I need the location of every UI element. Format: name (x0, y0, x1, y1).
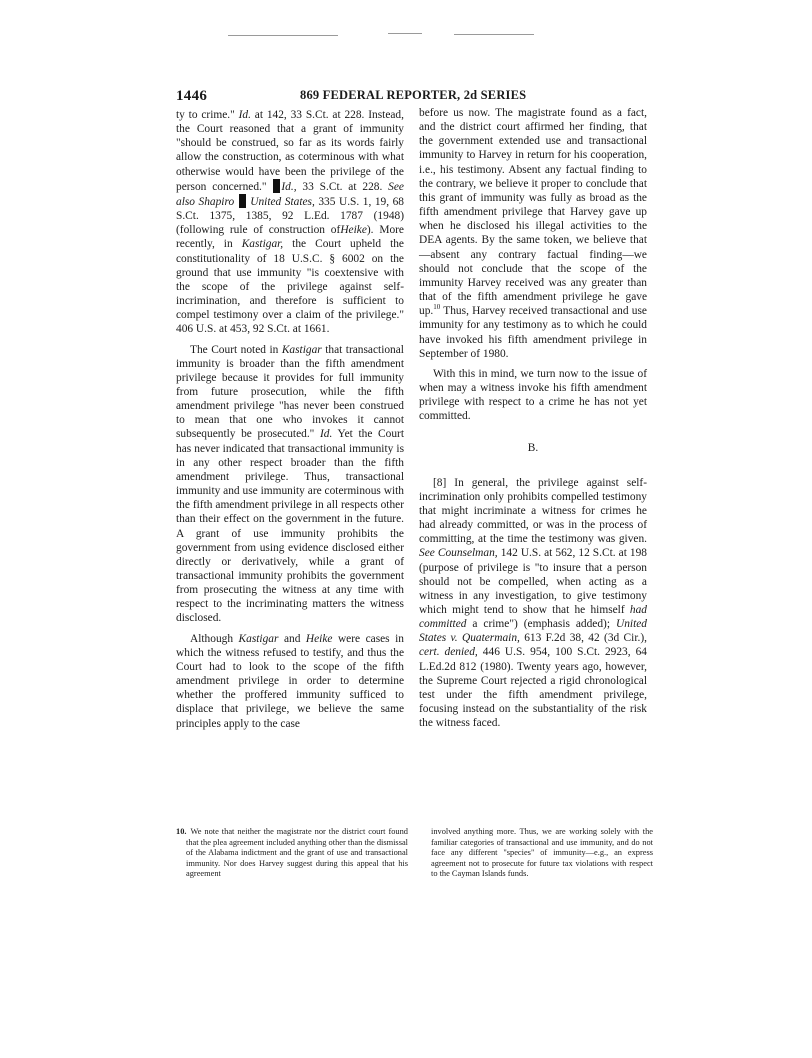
footnote-ref[interactable]: 10 (433, 303, 441, 312)
right-column (419, 106, 647, 736)
paragraph: The Court noted in Kastigar that transactional immunity is broader than the fifth amendment privilege because it provides for full immunity from future prosecution, while the fifth amendment privilege "has never been construed to mean that one who invokes it cannot subsequently be prosecuted." Id. Yet the Court has never indicated that transactional immunity is in any other respect broader than the fifth amendment privilege. Thus, transactional immunity and use immunity are coterminous with the fifth amendment privilege in all respects other than their effect on the government in the future. A grant of use immunity prohibits the government from using evidence disclosed either directly or derivatively, while a grant of transactional immunity prohibits the government from prosecuting the witness at any time with respect to the incriminating matters the witness disclosed. (176, 343, 404, 625)
footnote-10-continued: involved anything more. Thus, we are working solely with the familiar categories of transactional and use immunity, and do not face any different "species" of immunity—e.g., an express agreement not to prosecute for future tax violations with respect to the Cayman Islands funds. (431, 827, 653, 879)
redaction-mark (239, 194, 246, 208)
footnote-10: 10. We note that neither the magistrate nor the district court found that the plea agreement included anything other than the dismissal of the Alabama indictment and the grant of use and transactional immunity. Nor does Harvey suggest during this appeal that his agreement (176, 827, 408, 879)
redaction-mark (273, 179, 280, 193)
paragraph: ty to crime." Id. at 142, 33 S.Ct. at 228. Instead, the Court reasoned that a grant of immunity "should be construed, so far as its words fairly allow the construction, as coterminous with what otherwise would have been the privilege of the person concerned." Id., 33 S.Ct. at 228. See also Shapiro United States, 335 U.S. 1, 19, 68 S.Ct. 1375, 1385, 92 L.Ed. 1787 (1948) (following rule of construction ofHeike). More recently, in Kastigar, the Court upheld the constitutionality of 18 U.S.C. § 6002 on the ground that use immunity "is coextensive with the scope of the privilege against self-incrimination, and therefore is sufficient to compel testimony over a claim of the privilege." 406 U.S. at 453, 92 S.Ct. at 1661. (176, 109, 404, 336)
running-head: 869 FEDERAL REPORTER, 2d SERIES (300, 88, 527, 102)
paragraph: With this in mind, we turn now to the issue of when may a witness invoke his fifth amendment privilege with respect to a crime he has not yet committed. (419, 367, 647, 423)
paragraph: before us now. The magistrate found as a fact, and the district court affirmed her finding, that the government extended use and transactional immunity to Harvey in return for his cooperation, i.e., his testimony. Absent any factual finding to the contrary, we believe it proper to conclude that this grant of immunity was fully as broad as the fifth amendment privilege that Harvey gave up when he disclosed his illegal activities to the DEA agents. By the same token, we believe that—absent any contrary factual finding—we should not conclude that the scope of the immunity Harvey received was any greater than that of the fifth amendment privilege he gave up.$^{10}$ Thus, Harvey received transactional and use immunity for any testimony as to which he could have invoked his fifth amendment privilege in September of 1980. (419, 107, 647, 360)
page-number: 1446 (176, 88, 208, 104)
left-column (176, 108, 404, 737)
paragraph: Although Kastigar and Heike were cases in which the witness refused to testify, and thus the Court had to look to the scope of the fifth amendment privilege in order to determine whether the proffered immunity sufficed to displace that privilege, we believe the same principles apply to the case (176, 632, 404, 730)
scan-rule (388, 33, 422, 34)
scan-rule (454, 34, 534, 35)
footnote-number: 10. (176, 827, 187, 836)
scan-rule (228, 35, 338, 36)
paragraph: [8] In general, the privilege against self-incrimination only prohibits compelled testimony that might incriminate a witness for crimes he had already committed, or was in the process of committing, at the time the testimony was given. See Counselman, 142 U.S. at 562, 12 S.Ct. at 198 (purpose of privilege is "to insure that a person should not be compelled, when acting as a witness in any investigation, to give testimony which might tend to show that he himself had committed a crime") (emphasis added); United States v. Quatermain, 613 F.2d 38, 42 (3d Cir.), cert. denied, 446 U.S. 954, 100 S.Ct. 2923, 64 L.Ed.2d 812 (1980). Twenty years ago, however, the Supreme Court rejected a rigid chronological test under the fifth amendment privilege, focusing instead on the substantiality of the risk the witness faced. (419, 476, 647, 730)
section-heading: B. (527, 442, 539, 455)
